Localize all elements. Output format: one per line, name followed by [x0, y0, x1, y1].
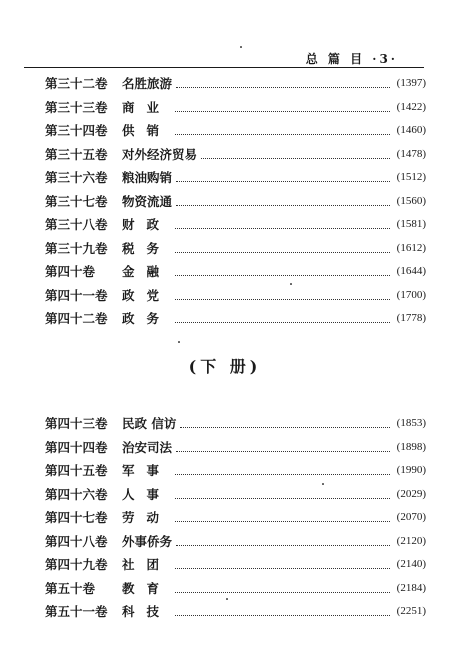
toc-volume-number: 第四十卷	[45, 264, 96, 279]
toc-entry	[0, 284, 450, 308]
toc-volume-number: 第三十五卷	[45, 146, 108, 162]
toc-page-number: (1512)	[396, 171, 426, 183]
toc-page-number: (1560)	[396, 194, 426, 207]
toc-title: 政务	[122, 311, 172, 326]
toc-page-number: (1397)	[396, 77, 426, 89]
toc-volume-number: 第四十八卷	[45, 533, 108, 549]
toc-title-group	[122, 143, 390, 167]
toc-entry	[0, 143, 450, 167]
toc-entry	[0, 190, 450, 214]
dot-leader	[176, 181, 390, 182]
scan-speck	[322, 483, 324, 485]
toc-title-group	[122, 506, 390, 530]
toc-title-group	[122, 307, 390, 331]
dot-leader	[175, 134, 390, 135]
toc-entry	[0, 237, 450, 261]
toc-entry	[0, 119, 450, 143]
dot-leader	[175, 498, 390, 499]
dot-leader	[175, 592, 390, 593]
running-header: 总 篇 目 ·3·	[305, 52, 398, 66]
toc-entry	[0, 553, 450, 577]
toc-page-number: (2120)	[396, 534, 426, 547]
toc-lower-volume	[0, 412, 450, 624]
toc-title-group	[122, 213, 390, 237]
toc-page-number: (1778)	[396, 312, 426, 324]
toc-title: 科技	[122, 604, 172, 619]
toc-title-group	[122, 577, 390, 601]
toc-title-group	[122, 436, 390, 460]
toc-volume-number: 第五十卷	[45, 580, 96, 596]
toc-page-number: (1853)	[396, 417, 426, 429]
toc-title-group	[122, 284, 390, 308]
toc-volume-number: 第四十四卷	[45, 439, 108, 455]
toc-page-number: (1990)	[396, 464, 426, 476]
toc-title: 外事侨务	[122, 533, 173, 549]
toc-page-number: (1612)	[396, 241, 426, 254]
scan-speck	[290, 283, 292, 285]
dot-leader	[175, 275, 390, 276]
toc-title: 对外经济贸易	[122, 146, 198, 162]
toc-title-group	[122, 459, 390, 483]
toc-title-group	[122, 412, 390, 436]
toc-volume-number: 第三十二卷	[45, 76, 108, 91]
toc-volume-number: 第四十一卷	[45, 287, 108, 303]
toc-title: 教育	[122, 580, 172, 596]
toc-page-number: (2184)	[396, 581, 426, 594]
toc-title-group	[122, 600, 390, 624]
dot-leader	[176, 451, 390, 452]
toc-title-group	[122, 119, 390, 143]
toc-volume-number: 第三十八卷	[45, 217, 108, 232]
toc-volume-number: 第四十三卷	[45, 416, 108, 431]
toc-title: 粮油购销	[122, 170, 173, 185]
dot-leader	[201, 158, 390, 159]
toc-title-group	[122, 190, 390, 214]
toc-entry	[0, 213, 450, 237]
toc-entry	[0, 412, 450, 436]
toc-title: 人事	[122, 486, 172, 502]
toc-entry	[0, 483, 450, 507]
toc-title: 金融	[122, 264, 172, 279]
toc-volume-number: 第四十二卷	[45, 311, 108, 326]
toc-title: 民政 信访	[122, 416, 177, 431]
toc-page-number: (1460)	[396, 124, 426, 136]
toc-page-number: (1644)	[396, 265, 426, 277]
toc-page-number: (2070)	[396, 511, 426, 523]
toc-entry	[0, 530, 450, 554]
header-rule	[24, 67, 424, 68]
toc-title-group	[122, 530, 390, 554]
part-heading: (下 册)	[188, 357, 262, 376]
dot-leader	[175, 252, 390, 253]
toc-entry	[0, 506, 450, 530]
toc-volume-number: 第三十九卷	[45, 240, 108, 256]
toc-title: 治安司法	[122, 439, 173, 455]
scan-speck	[240, 46, 242, 48]
toc-volume-number: 第四十六卷	[45, 486, 108, 502]
dot-leader	[175, 474, 390, 475]
toc-entry	[0, 577, 450, 601]
toc-entry	[0, 436, 450, 460]
dot-leader	[175, 322, 390, 323]
toc-page-number: (2251)	[396, 605, 426, 617]
toc-page-number: (2029)	[396, 487, 426, 500]
toc-title: 物资流通	[122, 193, 173, 209]
dot-leader	[176, 545, 390, 546]
toc-title-group	[122, 553, 390, 577]
dot-leader	[176, 205, 390, 206]
toc-page-number: (2140)	[396, 558, 426, 570]
scan-speck	[226, 598, 228, 600]
toc-title-group	[122, 72, 390, 96]
toc-page-number: (1478)	[396, 147, 426, 160]
dot-leader	[175, 299, 390, 300]
toc-title-group	[122, 260, 390, 284]
dot-leader	[180, 427, 390, 428]
dot-leader	[176, 87, 390, 88]
toc-volume-number: 第三十七卷	[45, 193, 108, 209]
toc-title-group	[122, 483, 390, 507]
toc-volume-number: 第四十五卷	[45, 463, 108, 478]
toc-page-number: (1422)	[396, 100, 426, 113]
dot-leader	[175, 521, 390, 522]
toc-entry	[0, 307, 450, 331]
toc-title: 税务	[122, 240, 172, 256]
toc-title: 社团	[122, 557, 172, 572]
toc-entry	[0, 600, 450, 624]
toc-volume-number: 第五十一卷	[45, 604, 108, 619]
toc-volume-number: 第三十三卷	[45, 99, 108, 115]
dot-leader	[175, 111, 390, 112]
toc-entry	[0, 459, 450, 483]
dot-leader	[175, 568, 390, 569]
toc-title: 劳动	[122, 510, 172, 525]
toc-volume-number: 第四十七卷	[45, 510, 108, 525]
toc-upper-volume	[0, 72, 450, 331]
toc-title: 供销	[122, 123, 172, 138]
toc-title-group	[122, 237, 390, 261]
toc-entry	[0, 72, 450, 96]
toc-page-number: (1700)	[396, 288, 426, 301]
toc-title: 商业	[122, 99, 172, 115]
dot-leader	[175, 615, 390, 616]
toc-volume-number: 第三十四卷	[45, 123, 108, 138]
toc-entry	[0, 260, 450, 284]
toc-title: 军事	[122, 463, 172, 478]
toc-title: 政党	[122, 287, 172, 303]
toc-title-group	[122, 96, 390, 120]
dot-leader	[175, 228, 390, 229]
toc-entry	[0, 166, 450, 190]
toc-title-group	[122, 166, 390, 190]
toc-volume-number: 第三十六卷	[45, 170, 108, 185]
toc-page-number: (1581)	[396, 218, 426, 230]
toc-volume-number: 第四十九卷	[45, 557, 108, 572]
toc-title: 名胜旅游	[122, 76, 173, 91]
toc-title: 财政	[122, 217, 172, 232]
toc-page-number: (1898)	[396, 440, 426, 453]
toc-entry	[0, 96, 450, 120]
scan-speck	[178, 341, 180, 343]
